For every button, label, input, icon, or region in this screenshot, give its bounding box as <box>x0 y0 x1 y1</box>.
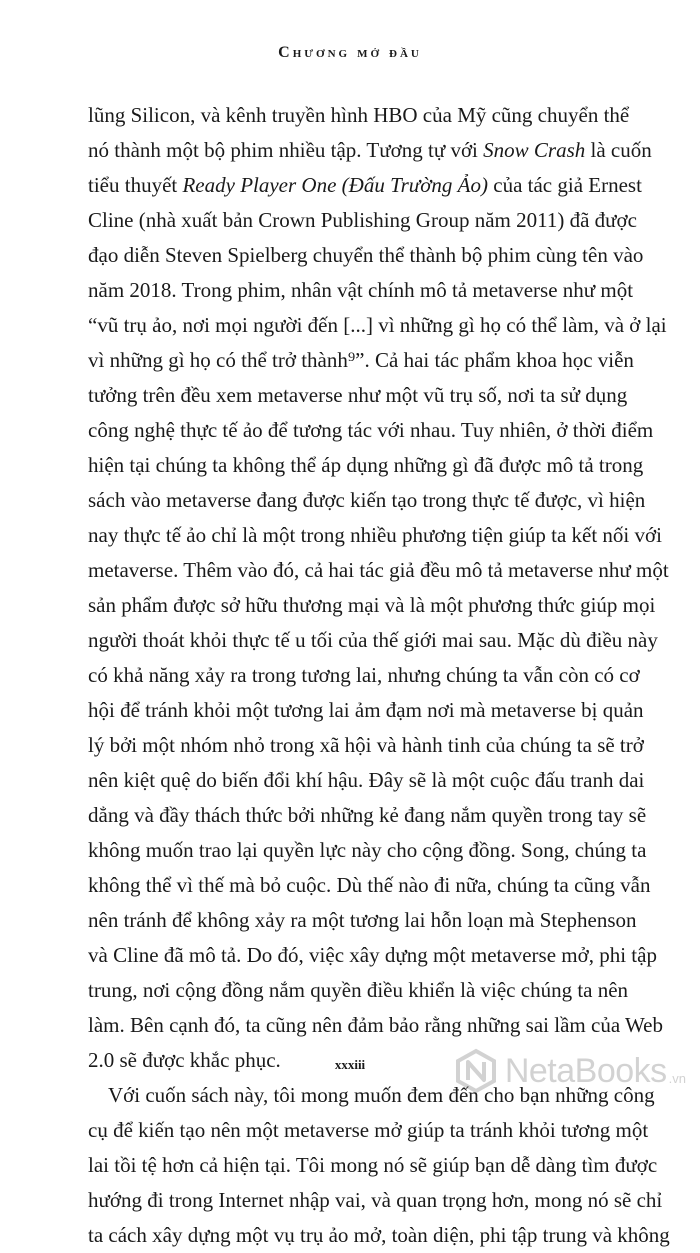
text-line: nên kiệt quệ do biến đổi khí hậu. Đây sẽ là một cuộc đấu tranh dai <box>88 768 645 792</box>
italic-title: Snow Crash <box>483 138 586 162</box>
text-segment: là cuốn <box>585 138 652 162</box>
text-line <box>88 133 652 168</box>
text-line: Cline (nhà xuất bản Crown Publishing Group năm 2011) đã được <box>88 208 637 232</box>
text-line: 2.0 sẽ được khắc phục. <box>88 1048 281 1072</box>
text-line <box>88 168 642 203</box>
text-line: và Cline đã mô tả. Do đó, việc xây dựng một metaverse mở, phi tập <box>88 943 657 967</box>
text-line: trung, nơi cộng đồng nắm quyền điều khiển là việc chúng ta nên <box>88 978 629 1002</box>
text-line: hiện tại chúng ta không thể áp dụng những gì đã được mô tả trong <box>88 453 644 477</box>
watermark-suffix: .vn <box>668 1071 686 1086</box>
text-line: “vũ trụ ảo, nơi mọi người đến [...] vì những gì họ có thể làm, và ở lại <box>88 313 667 337</box>
text-line: dẳng và đầy thách thức bởi những kẻ đang nắm quyền trong tay sẽ <box>88 803 647 827</box>
text-line: vì những gì họ có thể trở thành⁹”. Cả hai tác phẩm khoa học viễn <box>88 348 634 372</box>
text-line: không thể vì thế mà bỏ cuộc. Dù thế nào đi nữa, chúng ta cũng vẫn <box>88 873 651 897</box>
text-line: lý bởi một nhóm nhỏ trong xã hội và hành tinh của chúng ta sẽ trở <box>88 733 644 757</box>
page-number: xxxiii <box>334 1057 366 1072</box>
text-line: ta cách xây dựng một vụ trụ ảo mở, toàn diện, phi tập trung và không <box>88 1223 670 1247</box>
text-line: lai tồi tệ hơn cả hiện tại. Tôi mong nó sẽ giúp bạn dễ dàng tìm được <box>88 1153 658 1177</box>
text-line: sản phẩm được sở hữu thương mại và là một phương thức giúp mọi <box>88 593 656 617</box>
text-line: có khả năng xảy ra trong tương lai, nhưng chúng ta vẫn còn có cơ <box>88 663 640 687</box>
netabooks-logo-icon <box>453 1048 499 1094</box>
text-line: hướng đi trong Internet nhập vai, và quan trọng hơn, mong nó sẽ chỉ <box>88 1188 663 1212</box>
text-line: metaverse. Thêm vào đó, cả hai tác giả đều mô tả metaverse như một <box>88 558 669 582</box>
chapter-header: Chương mở đầu <box>278 44 422 61</box>
text-line: nay thực tế ảo chỉ là một trong nhiều phương tiện giúp ta kết nối với <box>88 523 662 547</box>
text-line: hội để tránh khỏi một tương lai ảm đạm nơi mà metaverse bị quản <box>88 698 644 722</box>
text-line: năm 2018. Trong phim, nhân vật chính mô tả metaverse như một <box>88 278 634 302</box>
text-line: nên tránh để không xảy ra một tương lai hỗn loạn mà Stephenson <box>88 908 637 932</box>
text-line: công nghệ thực tế ảo để tương tác với nhau. Tuy nhiên, ở thời điểm <box>88 418 654 442</box>
text-line: đạo diễn Steven Spielberg chuyển thể thành bộ phim cùng tên vào <box>88 243 644 267</box>
text-segment: tiểu thuyết <box>88 173 183 197</box>
watermark <box>453 1048 686 1094</box>
text-line: tưởng trên đều xem metaverse như một vũ trụ số, nơi ta sử dụng <box>88 383 628 407</box>
text-line: cụ để kiến tạo nên một metaverse mở giúp ta tránh khỏi tương một <box>88 1118 649 1142</box>
text-line: Với cuốn sách này, tôi mong muốn đem đến cho bạn những công <box>108 1083 655 1107</box>
text-line: lũng Silicon, và kênh truyền hình HBO của Mỹ cũng chuyển thể <box>88 103 630 127</box>
text-line: người thoát khỏi thực tế u tối của thế giới mai sau. Mặc dù điều này <box>88 628 658 652</box>
text-segment: nó thành một bộ phim nhiều tập. Tương tự với <box>88 138 484 162</box>
text-line: làm. Bên cạnh đó, ta cũng nên đảm bảo rằng những sai lầm của Web <box>88 1013 663 1037</box>
text-line: sách vào metaverse đang được kiến tạo trong thực tế được, vì hiện <box>88 488 646 512</box>
text-segment: của tác giả Ernest <box>488 173 642 197</box>
watermark-brand: NetaBooks <box>504 1051 667 1090</box>
italic-title: Ready Player One (Đấu Trường Ảo) <box>182 173 488 197</box>
text-line: không muốn trao lại quyền lực này cho cộng đồng. Song, chúng ta <box>88 838 647 862</box>
